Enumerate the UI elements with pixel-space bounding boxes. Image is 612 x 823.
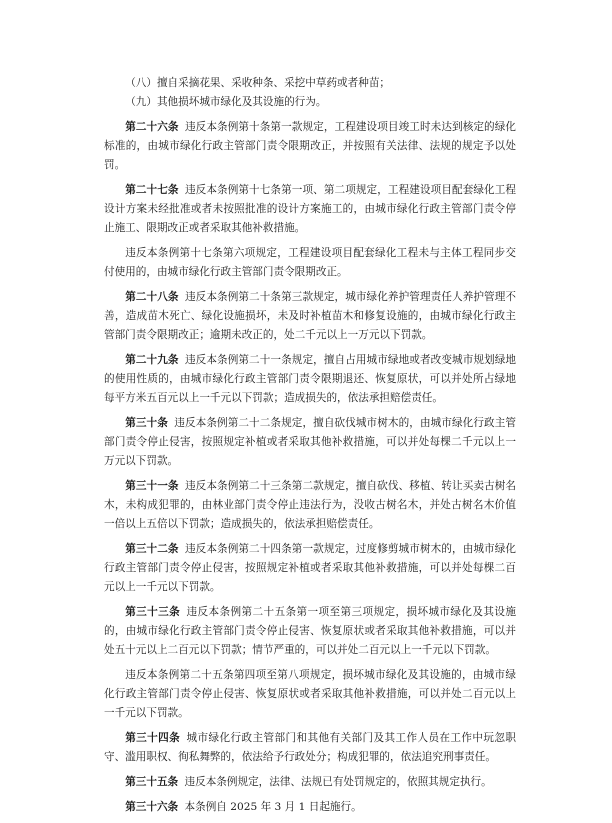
article-number: 第三十六条 [125,801,179,813]
article-27 [104,181,516,238]
article-29 [104,351,516,408]
article-33-clause-2 [104,666,516,723]
list-item-eight [104,74,516,93]
paragraph-text: 违反本条例第二十四条第一款规定，过度修剪城市树木的，由城市绿化行政主管部门责令停止侵害，按照规定补植或者采取其他补救措施，可以并处每棵二百元以上一千元以下罚款。 [104,543,517,593]
paragraph-text: 违反本条例第二十条第三款规定，城市绿化养护管理责任人养护管理不善，造成苗木死亡、绿化设施损坏，未及时补植苗木和修复设施的，由城市绿化行政主管部门责令限期改正；逾期未改正的，处二千元以上一万元以下罚款。 [104,291,517,341]
list-item-nine [104,93,516,112]
paragraph-text: 违反本条例第二十一条规定，擅自占用城市绿地或者改变城市规划绿地的使用性质的，由城市绿化行政主管部门责令限期退还、恢复原状，可以并处所占绿地每平方米五百元以上一千元以下罚款；造成损失的，依法承担赔偿责任。 [104,354,517,404]
paragraph-text: 违反本条例第二十五条第四项至第八项规定，损坏城市绿化及其设施的，由城市绿化行政主管部门责令停止侵害、恢复原状或者采取其他补救措施，可以并处二百元以上一千元以下罚款。 [104,669,516,719]
regulation-text [104,74,516,823]
paragraph-text: 违反本条例第二十三条第二款规定，擅自砍伐、移植、转让买卖古树名木，未构成犯罪的，由林业部门责令停止违法行为，没收古树名木，并处古树名木价值一倍以上五倍以下罚款；造成损失的，依法承担赔偿责任。 [104,480,517,530]
article-number: 第三十四条 [125,732,181,744]
article-number: 第二十九条 [125,354,179,366]
paragraph-text: （八）擅自采摘花果、采收种条、采挖中草药或者种苗； [125,77,391,89]
article-number: 第二十六条 [125,121,179,133]
paragraph-text: 违反本条例第十七条第六项规定，工程建设项目配套绿化工程未与主体工程同步交付使用的，由城市绿化行政主管部门责令限期改正。 [104,247,516,278]
article-number: 第三十三条 [125,606,181,618]
article-30 [104,414,516,471]
paragraph-text: 违反本条例第十条第一款规定，工程建设项目竣工时未达到核定的绿化标准的，由城市绿化行政主管部门责令限期改正，并按照有关法律、法规的规定予以处罚。 [104,121,517,171]
article-number: 第三十二条 [125,543,179,555]
article-number: 第三十一条 [125,480,179,492]
paragraph-text: 城市绿化行政主管部门和其他有关部门及其工作人员在工作中玩忽职守、滥用职权、徇私舞弊的，依法给予行政处分；构成犯罪的，依法追究刑事责任。 [104,732,517,763]
article-28 [104,288,516,345]
paragraph-text: 违反本条例规定，法律、法规已有处罚规定的，依照其规定执行。 [184,776,492,788]
article-number: 第三十五条 [125,776,179,788]
paragraph-text: 本条例自 2025 年 3 月 1 日起施行。 [184,801,362,813]
article-31 [104,477,516,534]
paragraph-text: （九）其他损坏城市绿化及其设施的行为。 [125,96,327,108]
paragraph-text: 违反本条例第二十五条第一项至第三项规定，损坏城市绿化及其设施的，由城市绿化行政主管部门责令停止侵害、恢复原状或者采取其他补救措施，可以并处五十元以上二百元以下罚款；情节严重的，可以并处二百元以上一千元以下罚款。 [104,606,517,656]
paragraph-text: 违反本条例第十七条第一项、第二项规定，工程建设项目配套绿化工程设计方案未经批准或者未按照批准的设计方案施工的，由城市绿化行政主管部门责令停止施工、限期改正或者采取其他补救措施。 [104,184,517,234]
article-number: 第三十条 [125,417,168,429]
paragraph-text: 违反本条例第二十二条规定，擅自砍伐城市树木的，由城市绿化行政主管部门责令停止侵害，按照规定补植或者采取其他补救措施，可以并处每棵二千元以上一万元以下罚款。 [104,417,517,467]
article-26 [104,118,516,175]
article-34 [104,729,516,767]
article-27-clause-2 [104,244,516,282]
article-35 [104,773,516,792]
article-36 [104,798,516,817]
article-number: 第二十八条 [125,291,179,303]
article-33 [104,603,516,660]
article-32 [104,540,516,597]
article-number: 第二十七条 [125,184,179,196]
